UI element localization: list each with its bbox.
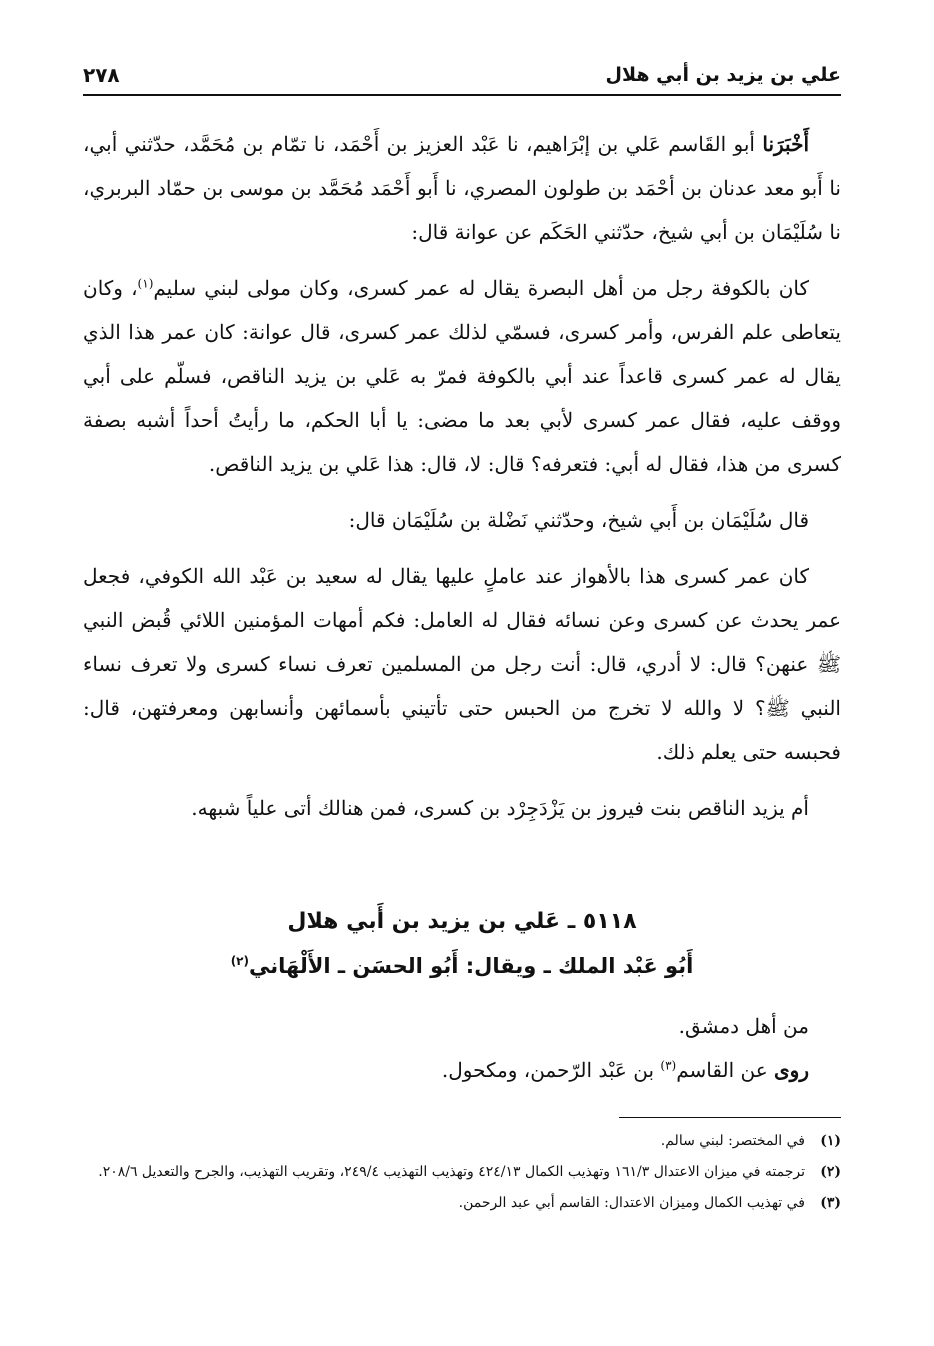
footnote-number: (٣) [820,1195,841,1211]
entry-narration-text: عن القاسم [676,1058,775,1082]
footnote-text: ترجمته في ميزان الاعتدال ١٦١/٣ وتهذيب الكمال ٤٢٤/١٣ وتهذيب التهذيب ٢٤٩/٤، وتقريب التهذيب، والجرح والتعديل ٢٠٨/٦. [98,1164,805,1180]
footnote-text: في المختصر: لبني سالم. [660,1133,805,1149]
footnotes [83,1127,841,1220]
running-title: علي بن يزيد بن أبي هلال [605,64,841,86]
paragraph-text: كان بالكوفة رجل من أهل البصرة يقال له عمر كسرى، وكان مولى لبني سليم [153,276,809,300]
entry-body [83,1004,841,1092]
footnote-number: (١) [820,1133,841,1149]
paragraph-isnad [83,122,841,254]
footnote-marker: (٣) [660,1058,677,1073]
footnote [83,1158,841,1187]
running-header [83,56,841,96]
entry-origin: من أهل دمشق. [678,1014,809,1038]
footnote-number: (٢) [820,1164,841,1180]
footnote-marker: (١) [137,276,154,291]
footnote-text: في تهذيب الكمال وميزان الاعتدال: القاسم أبي عبد الرحمن. [458,1195,805,1211]
main-text [83,122,841,842]
footnote-rule [619,1117,841,1118]
footnote [83,1189,841,1218]
footnote [83,1127,841,1156]
paragraph-story [83,266,841,486]
paragraph-lineage: أم يزيد الناقص بنت فيروز بن يَزْدَجِرْد بن كسرى، فمن هنالك أتى علياً شبهه. [191,796,809,820]
page-number: ٢٧٨ [83,63,120,87]
entry-kunya-text: أَبُو عَبْد الملك ـ ويقال: أَبُو الحسَن ـ الأَلْهَاني [248,954,694,978]
paragraph-story-2: كان عمر كسرى هذا بالأهواز عند عاملٍ عليها يقال له سعيد بن عَبْد الله الكوفي، فجعل عمر يحدث عن كسرى وعن نسائه فقال له العامل: فكم أمهات المؤمنين اللائي قُبض النبي ﷺ عنهن؟ قال: لا أدري، قال: أنت رجل من المسلمين تعرف نساء كسرى ولا تعرف نساء النبي ﷺ؟ لا والله لا تخرج من الحبس حتى تأتيني بأسمائهن وأنسابهن ومعرفتهن، قال: فحبسه حتى يعلم ذلك. [83,564,841,764]
paragraph-narration: قال سُلَيْمَان بن أَبي شيخ، وحدّثني نَضْلة بن سُلَيْمَان قال: [348,508,809,532]
paragraph-text: أبو القَاسم عَلي بن إبْرَاهيم، نا عَبْد العزيز بن أَحْمَد، نا تمّام بن مُحَمَّد، حدّثني أبي، نا أَبو معد عدنان بن أحْمَد بن طولون المصري، نا أَبو أَحْمَد مُحَمَّد بن موسى بن حمّاد البربري، نا سُلَيْمَان بن أبي شيخ، حدّثني الحَكَم عن عوانة قال: [83,132,841,244]
entry-narration [83,1048,841,1092]
rawa-keyword: روى [774,1058,809,1082]
entry-kunya [83,944,841,988]
entry-heading [83,900,841,988]
entry-title: ٥١١٨ ـ عَلي بن يزيد بن أَبي هلال [287,909,637,934]
akhbarana-keyword: أَخْبَرَنا [762,132,809,156]
entry-narration-text: بن عَبْد الرّحمن، ومكحول. [441,1058,661,1082]
paragraph-text: ، وكان يتعاطى علم الفرس، وأمر كسرى، فسمّي لذلك عمر كسرى، قال عوانة: كان عمر هذا الذي يقال له عمر كسرى قاعداً عند أبي بالكوفة فمرّ به عَلي بن يزيد الناقص، فسلّم على أبي ووقف عليه، فقال عمر كسرى لأبي بعد ما مضى: يا أبا الحكم، ما رأيتُ أحداً أشبه بصفة كسرى من هذا، فقال له أبي: فتعرفه؟ قال: لا، قال: هذا عَلي بن يزيد الناقص. [83,276,841,476]
footnote-marker: (٢) [230,954,249,968]
